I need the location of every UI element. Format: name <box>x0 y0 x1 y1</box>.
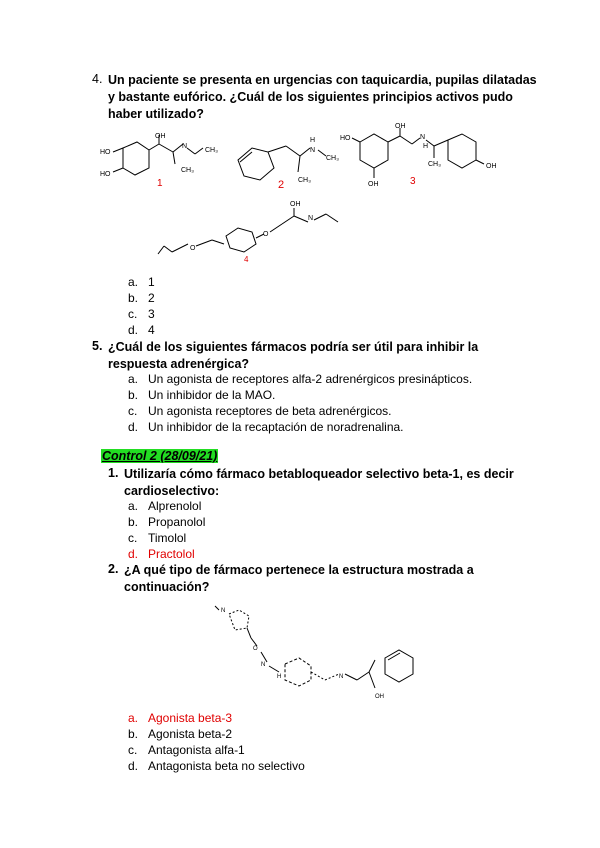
option-letter: c. <box>128 404 138 418</box>
svg-text:N: N <box>182 143 188 150</box>
svg-text:N: N <box>339 674 344 680</box>
option-text: Propanolol <box>148 515 206 529</box>
svg-text:HO: HO <box>100 149 111 156</box>
svg-text:OH: OH <box>375 694 384 700</box>
option-text: Un agonista receptores de beta adrenérgicos. <box>148 404 392 418</box>
svg-text:OH: OH <box>290 201 301 208</box>
svg-text:OH: OH <box>155 133 166 140</box>
chemical-structure-2 <box>228 130 358 195</box>
option-a-correct[interactable] <box>128 710 232 726</box>
option-letter: b. <box>128 727 139 741</box>
option-letter: a. <box>128 499 139 513</box>
question-line: continuación? <box>124 580 210 594</box>
svg-text:CH₃: CH₃ <box>428 161 441 168</box>
option-letter: d. <box>128 759 139 773</box>
svg-text:N: N <box>310 147 316 154</box>
question-line: ¿A qué tipo de fármaco pertenece la estructura mostrada a <box>124 563 474 577</box>
option-text: 4 <box>148 323 155 337</box>
option-c[interactable] <box>128 742 245 758</box>
question-line: cardioselectivo: <box>124 484 220 498</box>
option-d[interactable] <box>128 758 305 774</box>
option-letter: b. <box>128 515 139 529</box>
option-a[interactable] <box>128 274 155 290</box>
option-letter: a. <box>128 372 139 386</box>
question-number: 2. <box>108 562 119 576</box>
option-b[interactable] <box>128 514 205 530</box>
option-c[interactable] <box>128 306 155 322</box>
option-text: Un agonista de receptores alfa-2 adrenérgicos presinápticos. <box>148 372 473 386</box>
structure-label: 4 <box>244 255 249 264</box>
svg-text:O: O <box>190 245 196 252</box>
structure-label: 3 <box>410 176 416 187</box>
option-text: 2 <box>148 291 155 305</box>
question-number: 4. <box>92 72 103 86</box>
option-letter: a. <box>128 711 139 725</box>
option-text: 1 <box>148 275 155 289</box>
option-letter: c. <box>128 743 138 757</box>
option-c[interactable] <box>128 403 392 419</box>
svg-text:CH₃: CH₃ <box>326 155 339 162</box>
question-line: Un paciente se presenta en urgencias con taquicardia, pupilas dilatadas <box>108 73 537 87</box>
chemical-structure-3 <box>340 120 510 195</box>
option-a[interactable] <box>128 498 201 514</box>
option-letter: c. <box>128 307 138 321</box>
chemical-structure-4 <box>150 198 350 270</box>
svg-text:HO: HO <box>100 171 111 178</box>
option-d[interactable] <box>128 419 404 435</box>
svg-text:OH: OH <box>368 181 379 188</box>
svg-text:N: N <box>221 608 226 614</box>
option-text: Un inhibidor de la recaptación de noradrenalina. <box>148 420 404 434</box>
option-text: 3 <box>148 307 155 321</box>
question-number: 1. <box>108 466 119 480</box>
question-text <box>124 562 474 596</box>
svg-text:N: N <box>420 134 426 141</box>
option-letter: d. <box>128 547 139 561</box>
option-b[interactable] <box>128 726 232 742</box>
structure-label: 1 <box>157 178 163 189</box>
svg-text:H: H <box>310 137 316 144</box>
svg-text:CH₃: CH₃ <box>205 147 218 154</box>
option-b[interactable] <box>128 290 155 306</box>
svg-text:N: N <box>308 215 314 222</box>
svg-text:OH: OH <box>395 123 406 130</box>
option-text: Antagonista alfa-1 <box>148 743 245 757</box>
option-text: Un inhibidor de la MAO. <box>148 388 276 402</box>
svg-text:H: H <box>277 674 282 680</box>
option-text: Timolol <box>148 531 187 545</box>
option-b[interactable] <box>128 387 275 403</box>
section-heading-control-2: Control 2 (28/09/21) <box>102 449 218 463</box>
structure-label: 2 <box>278 179 285 191</box>
chemical-structure-1 <box>95 130 235 195</box>
option-a[interactable] <box>128 371 472 387</box>
chemical-structure-beta3 <box>205 598 435 708</box>
option-text: Alprenolol <box>148 499 202 513</box>
svg-text:O: O <box>263 231 269 238</box>
question-text <box>108 72 537 123</box>
option-letter: b. <box>128 388 139 402</box>
option-letter: d. <box>128 420 139 434</box>
question-text <box>108 339 478 373</box>
svg-text:CH₃: CH₃ <box>181 167 194 174</box>
question-line: respuesta adrenérgica? <box>108 357 250 371</box>
option-text: Antagonista beta no selectivo <box>148 759 305 773</box>
svg-text:HO: HO <box>340 135 351 142</box>
option-text: Agonista beta-3 <box>148 711 233 725</box>
option-letter: b. <box>128 291 139 305</box>
svg-text:CH₃: CH₃ <box>298 177 311 184</box>
option-letter: d. <box>128 323 139 337</box>
option-letter: a. <box>128 275 139 289</box>
question-line: Utilizaría cómo fármaco betabloqueador selectivo beta-1, es decir <box>124 467 514 481</box>
question-text <box>124 466 514 500</box>
question-line: ¿Cuál de los siguientes fármacos podría ser útil para inhibir la <box>108 340 479 354</box>
svg-text:N: N <box>261 662 266 668</box>
option-d-correct[interactable] <box>128 546 195 562</box>
option-c[interactable] <box>128 530 186 546</box>
question-line: haber utilizado? <box>108 107 204 121</box>
question-line: y bastante eufórico. ¿Cuál de los siguientes principios activos pudo <box>108 90 513 104</box>
svg-text:H: H <box>423 143 429 150</box>
question-number: 5. <box>92 339 103 353</box>
option-d[interactable] <box>128 322 155 338</box>
svg-text:O: O <box>253 646 258 652</box>
option-text: Practolol <box>148 547 195 561</box>
option-text: Agonista beta-2 <box>148 727 233 741</box>
svg-text:OH: OH <box>486 163 497 170</box>
option-letter: c. <box>128 531 138 545</box>
